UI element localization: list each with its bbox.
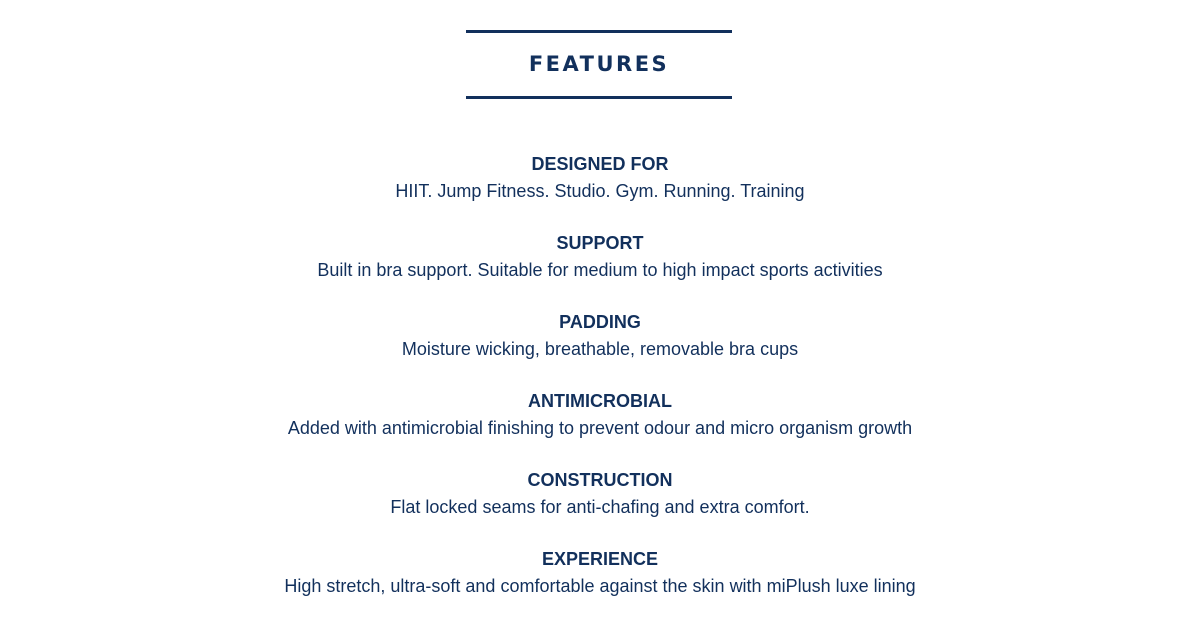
feature-title: DESIGNED FOR — [531, 154, 669, 174]
feature-description: Moisture wicking, breathable, removable bra cups — [401, 339, 799, 359]
features-heading: FEATURES — [528, 51, 670, 76]
features-header — [466, 30, 732, 99]
feature-title: ANTIMICROBIAL — [528, 391, 672, 411]
feature-description: Built in bra support. Suitable for medium to high impact sports activities — [317, 260, 883, 280]
feature-title: CONSTRUCTION — [527, 470, 673, 490]
feature-antimicrobial — [0, 389, 1200, 468]
feature-title: PADDING — [559, 312, 641, 332]
features-list — [0, 152, 1200, 626]
feature-support — [0, 231, 1200, 310]
feature-description: Flat locked seams for anti-chafing and extra comfort. — [390, 497, 810, 517]
feature-description: HIIT. Jump Fitness. Studio. Gym. Running. Training — [395, 181, 805, 201]
feature-construction — [0, 468, 1200, 547]
feature-experience — [0, 547, 1200, 626]
feature-description: High stretch, ultra-soft and comfortable against the skin with miPlush luxe lining — [284, 576, 916, 596]
feature-designed-for — [0, 152, 1200, 231]
feature-title: SUPPORT — [556, 233, 644, 253]
feature-description: Added with antimicrobial finishing to prevent odour and micro organism growth — [287, 418, 913, 438]
feature-padding — [0, 310, 1200, 389]
feature-title: EXPERIENCE — [541, 549, 659, 569]
